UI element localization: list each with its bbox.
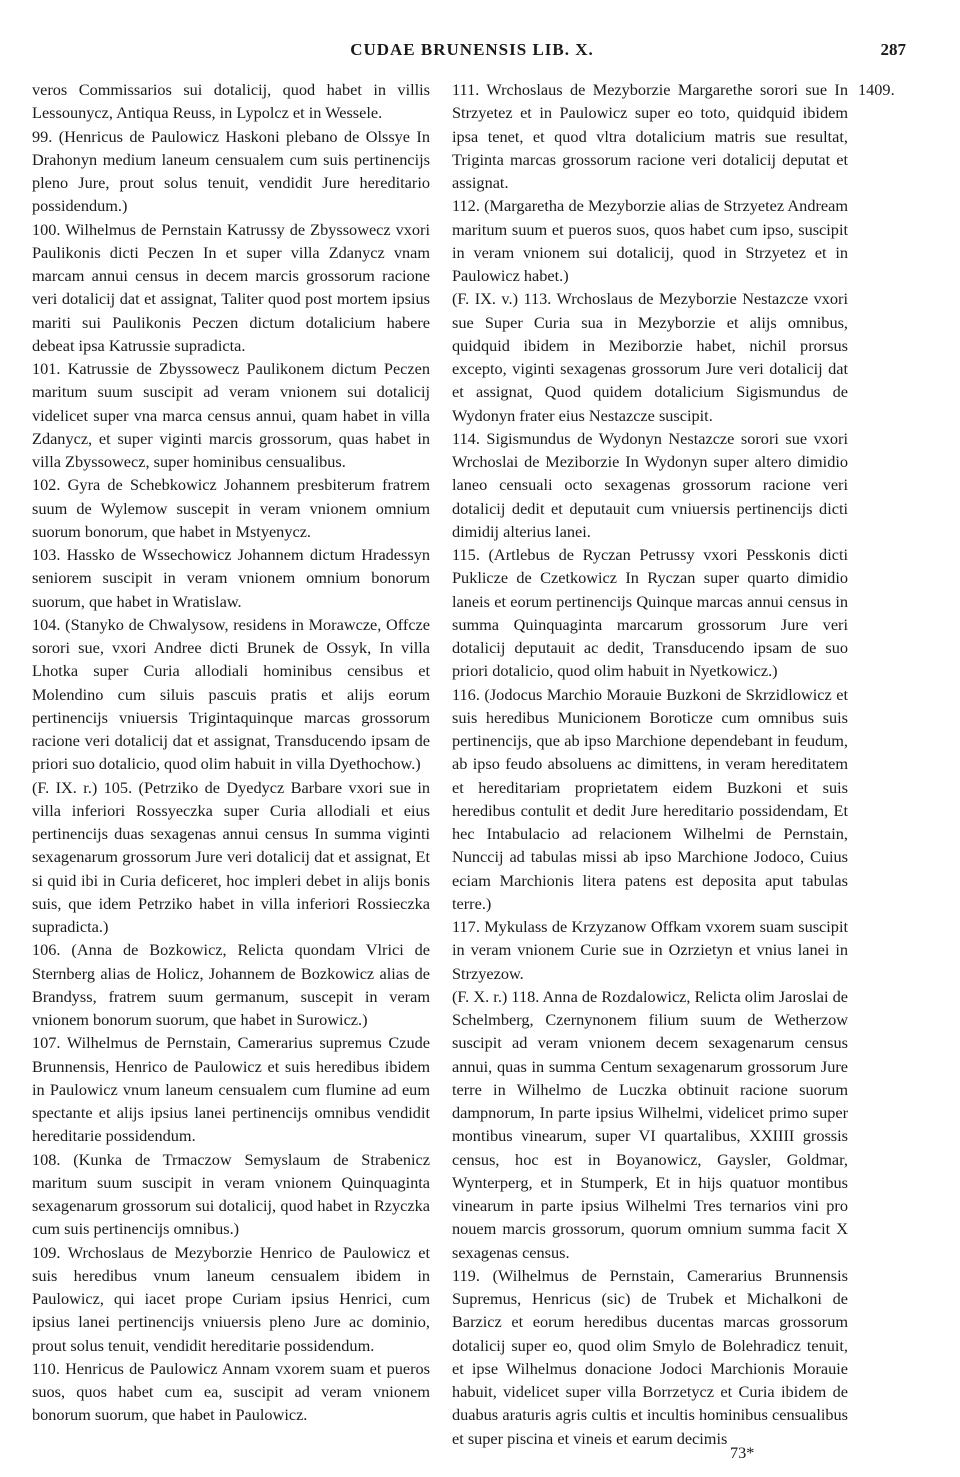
paragraph: veros Commissarios sui dotalicij, quod habet in villis Lessounycz, Antiqua Reuss, in Lypolcz et in Wessele. [32, 80, 430, 123]
paragraph: 99. (Henricus de Paulowicz Haskoni plebano de Olssye In Drahonyn medium laneum censualem cum suis pertinencijs pleno Jure, prout solus tenuit, vendidit Jure hereditario possidendum.) [32, 126, 430, 216]
paragraph: 111. Wrchoslaus de Mezyborzie Margarethe sorori sue In Strzyetez et in Paulowicz super eo toto, quidquid ibidem ipsa tenet, et quod vltra dotalicium matris sue resultat, Triginta marcas grossorum racione veri dotalicij deputat et assignat. [452, 80, 848, 192]
paragraph: (F. X. r.) 118. Anna de Rozdalowicz, Relicta olim Jaroslai de Schelmberg, Czernynonem filium suum de Wetherzow suscipit ad veram vnionem decem sexagenarum census annui, quas in summa Centum sexagenarum grossorum Jure terre in Wilhelmo de Luczka obtinuit racione suorum dampnorum, In parte ipsius Wilhelmi, videlicet primo super montibus vinearum, super VI quartalibus, XXIIII grossis census, hoc est in Boyanowicz, Gaysler, Goldmar, Wynterperg, et in Stumperk, Et in hijs quatuor montibus vinearum in parte ipsius Wilhelmi Tres ternarios vini pro nouem marcis grossorum, quorum omnium summa facit X sexagenas census. [452, 986, 848, 1262]
paragraph: 102. Gyra de Schebkowicz Johannem presbiterum fratrem suum de Wylemow suscepit in veram vnionem omnium suorum bonorum, que habet in Mstyenycz. [32, 475, 430, 541]
paragraph: 114. Sigismundus de Wydonyn Nestazcze sorori sue vxori Wrchoslai de Meziborzie In Wydonyn super altero dimidio laneo censuali octo sexagenas grossorum racione veri dotalicij dedit et deputauit cum vniuersis pertinencijs dicti dimidij alterius lanei. [452, 428, 848, 541]
paragraph: 119. (Wilhelmus de Pernstain, Camerarius Brunnensis Supremus, Henricus (sic) de Trubek et Michalkoni de Barzicz et eorum heredibus ducentas marcas grossorum dotalicij super eo, quod olim Smylo de Bolehradicz tenuit, et ipse Wilhelmus donacione Jodoci Marchionis Morauie habuit, videlicet super villa Borrzetycz et Curia ibidem de duabus araturis agris cultis et incultis hominibus censualibus et super piscina et vineis et earum decimis [452, 1265, 848, 1448]
paragraph: 100. Wilhelmus de Pernstain Katrussy de Zbyssowecz vxori Paulikonis dicti Peczen In et super villa Zdanycz vnam marcam annui census in decem marcis grossorum racione veri dotalicij dat et assignat, Taliter quod post mortem ipsius mariti sui Paulikonis Peczen dictum dotalicium habere debeat ipsa Katrussie supradicta. [32, 219, 430, 355]
paragraph: 116. (Jodocus Marchio Morauie Buzkoni de Skrzidlowicz et suis heredibus Municionem Boroticze cum omnibus suis pertinencijs, que ab ipso Marchione dependebant in feudum, ab ipso feudo absoluens ac dimittens, in veram hereditatem et hereditariam proprietatem eidem Buzkoni et suis heredibus contulit et dedit Jure hereditario possidendam, Et hec Intabulacio ad relacionem Wilhelmi de Pernstain, Nunccij ad tabulas missi ab ipso Marchione Jodoco, Cuius eciam Marchionis litera patens est deposita aput tabulas terre.) [452, 684, 848, 913]
page-number: 287 [880, 40, 906, 59]
paragraph: 106. (Anna de Bozkowicz, Relicta quondam Vlrici de Sternberg alias de Holicz, Johannem de Bozkowicz alias de Brandyss, fratrem suum germanum, suscepit in veram vnionem bonorum suorum, que habet in Surowicz.) [32, 940, 430, 1029]
left-column [32, 78, 430, 1427]
paragraph: (F. IX. v.) 113. Wrchoslaus de Mezyborzie Nestazcze vxori sue Super Curia sua in Mezyborzie et alijs omnibus, quidquid ibidem in Meziborzie habet, nichil prorsus excepto, viginti sexagenas grossorum Jure veri dotalicij dat et assignat, Quod quidem dotalicium Sigismundus de Wydonyn frater eius Nestazcze suscipit. [452, 289, 848, 425]
paragraph: 112. (Margaretha de Mezyborzie alias de Strzyetez Andream maritum suum et pueros suos, quos habet cum ipso, suscipit in veram vnionem sui dotalicij, quod in Strzyetez et in Paulowicz habet.) [452, 196, 848, 285]
page-header [32, 40, 912, 64]
paragraph: 110. Henricus de Paulowicz Annam vxorem suam et pueros suos, quos habet cum ea, suscipit ad veram vnionem bonorum suorum, que habet in Paulowicz. [32, 1358, 430, 1425]
paragraph: 108. (Kunka de Trmaczow Semyslaum de Strabenicz maritum suum suscipit in veram vnionem Quinquaginta sexagenarum grossorum sui dotalicij, quod habet in Rzyczka cum suis pertinencijs omnibus.) [32, 1149, 430, 1239]
printer-signature: 73* [730, 1443, 755, 1462]
paragraph: 107. Wilhelmus de Pernstain, Camerarius supremus Czude Brunnensis, Henrico de Paulowicz et suis heredibus ibidem in Paulowicz vnum laneum censualem cum flumine ad eum spectante et alijs ipsius lanei pertinencijs omnibus vendidit hereditarie possidendum. [32, 1033, 430, 1146]
paragraph: 117. Mykulass de Krzyzanow Offkam vxorem suam suscipit in veram vnionem Curie sue in Ozrzietyn et vnius lanei in Strzyezow. [452, 917, 848, 983]
paragraph: 104. (Stanyko de Chwalysow, residens in Morawcze, Offcze sorori sue, vxori Andree dicti Brunek de Ossyk, In villa Lhotka super Curia allodiali hominibus censibus et Molendino cum siluis pascuis pratis et alijs eorum pertinencijs vniuersis Trigintaquinque marcas grossorum racione veri dotalicij dat et assignat, Transducendo ipsam de priori suo dotalicio, quod olim habuit in villa Dyethochow.) [32, 614, 430, 774]
running-title: CUDAE BRUNENSIS LIB. X. [350, 40, 594, 59]
right-column [452, 78, 848, 1450]
paragraph: 109. Wrchoslaus de Mezyborzie Henrico de Paulowicz et suis heredibus vnum laneum censualem ibidem in Paulowicz, qui iacet prope Curiam ipsius Henrici, cum ipsius lanei pertinencijs vniuersis pleno Jure ac dominio, prout solus tenuit, vendidit hereditarie possidendum. [32, 1242, 430, 1355]
paragraph: (F. IX. r.) 105. (Petrziko de Dyedycz Barbare vxori sue in villa inferiori Rossyeczka super Curia allodiali et eius pertinencijs duas sexagenas annui census In summa viginti sexagenarum grossorum Jure veri dotalicij dat et assignat, Et si quid ibi in Curia deficeret, hoc impleri debet in alijs bonis suis, que idem Petrziko habet in villa inferiori Rossieczka supradicta.) [32, 777, 430, 936]
paragraph: 101. Katrussie de Zbyssowecz Paulikonem dictum Peczen maritum suum suscipit ad veram vnionem sui dotalicij videlicet super vna marca census annui, quam habet in villa Zdanycz, et super viginti marcis grossorum, quas habet in villa Zbyssowecz, super hominibus censualibus. [32, 359, 430, 471]
margin-year-note: 1409. [858, 80, 895, 99]
paragraph: 103. Hassko de Wssechowicz Johannem dictum Hradessyn seniorem suscipit in veram vnionem omnium bonorum suorum, que habet in Wratislaw. [32, 545, 430, 611]
paragraph: 115. (Artlebus de Ryczan Petrussy vxori Pesskonis dicti Puklicze de Czetkowicz In Ryczan super quarto dimidio laneis et eorum pertinencijs Quinque marcas annui census in summa Quinquaginta marcarum grossorum Jure veri dotalicij deputauit ac dedit, Transducendo ipsam de suo priori dotalicio, quod olim habuit in Nyetkowicz.) [452, 545, 848, 681]
